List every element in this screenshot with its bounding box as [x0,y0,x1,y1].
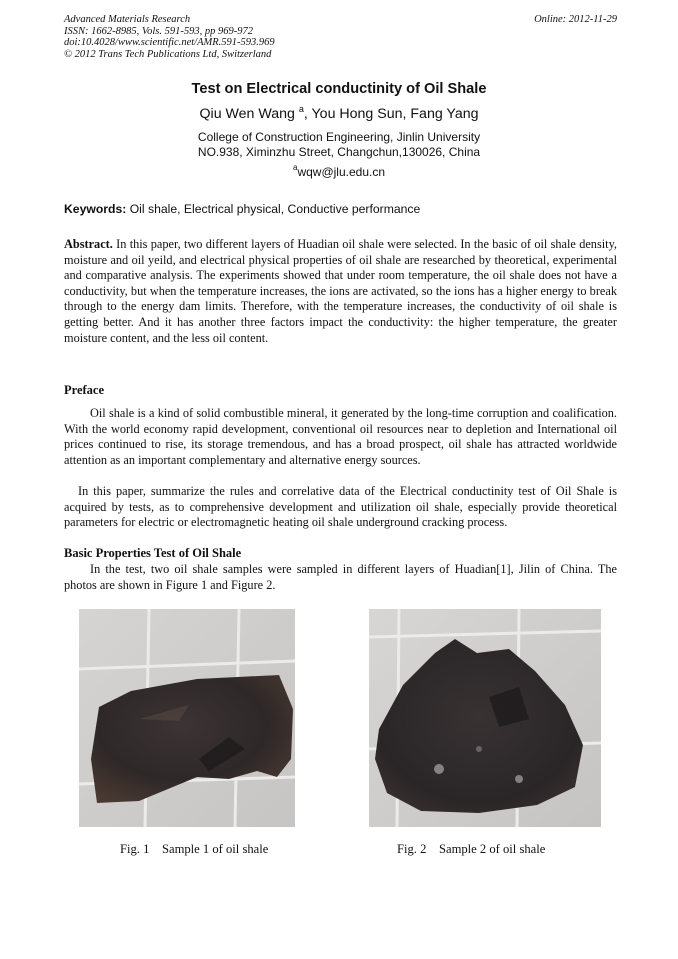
online-date: Online: 2012-11-29 [534,14,617,25]
keywords-text: Oil shale, Electrical physical, Conductive performance [126,202,421,216]
affiliation-line1: College of Construction Engineering, Jinlin University [197,130,481,144]
author-rest: , You Hong Sun, Fang Yang [303,106,479,122]
preface-paragraph-1: Oil shale is a kind of solid combustible mineral, it generated by the long-time corruption and coalification. With the world economy rapid development, conventional oil resources near to depletion and International oil prices continued to rise, its storage tremendous, and has a broad prospect, oil shale has attracted worldwide attention as an important complementary and alternative energy sources. [64,406,617,467]
keywords-label: Keywords: [64,202,127,216]
figure-2-caption: Fig. 2 Sample 2 of oil shale [397,842,546,856]
affiliation-line2: NO.938, Ximinzhu Street, Changchun,130026, China [197,145,481,159]
issn-line: ISSN: 1662-8985, Vols. 591-593, pp 969-972 [64,25,253,37]
author-email [0,165,678,179]
oil-shale-sample-2-photo [369,609,601,827]
author-first: Qiu Wen Wang [199,106,295,122]
author-list [0,106,678,122]
oil-shale-sample-1-photo [79,609,295,827]
figure-1-caption: Fig. 1 Sample 1 of oil shale [120,842,269,856]
paper-title: Test on Electrical conductinity of Oil Shale [191,81,487,97]
copyright-line: © 2012 Trans Tech Publications Ltd, Switzerland [64,48,272,60]
journal-name: Advanced Materials Research [64,14,191,25]
affiliation [0,130,678,160]
section-heading-preface: Preface [64,383,105,397]
doi-line: doi:10.4028/www.scientific.net/AMR.591-593.969 [64,37,275,48]
journal-header [64,14,617,60]
preface-paragraph-2: In this paper, summarize the rules and correlative data of the Electrical conductinity test of Oil Shale is acquired by tests, as to comprehensive development and utilization oil shale, especially provide theoretical parameters for electric or electromagnetic heating oil shale underground cracking process. [64,484,617,530]
basic-properties-paragraph: In the test, two oil shale samples were sampled in different layers of Huadian[1], Jilin of China. The photos are shown in Figure 1 and Figure 2. [64,562,617,592]
section-heading-basic-properties: Basic Properties Test of Oil Shale [64,546,242,560]
abstract-label: Abstract. [64,237,113,251]
abstract [64,237,617,346]
abstract-text: In this paper, two different layers of Huadian oil shale were selected. In the basic of oil shale density, moisture and oil yeild, and electrical physical properties of oil shale are researched by theoretical, experimental and comparative analysis. The experiments showed that under room temperature, the oil shale does not have a conductivity, but when the temperature increases, the ions are activated, so the ions has a higher energy to break through to the energy dam limits. Therefore, with the temperature increases, the conductivity of oil shale is getting better. And it has another three factors impact the conductivity: the higher temperature, the greater moisture content, and the less oil content. [64,237,617,345]
email-marker: a [292,163,298,172]
keywords [64,202,420,216]
email-address: wqw@jlu.edu.cn [297,165,385,179]
author-affil-marker: a [298,104,304,114]
